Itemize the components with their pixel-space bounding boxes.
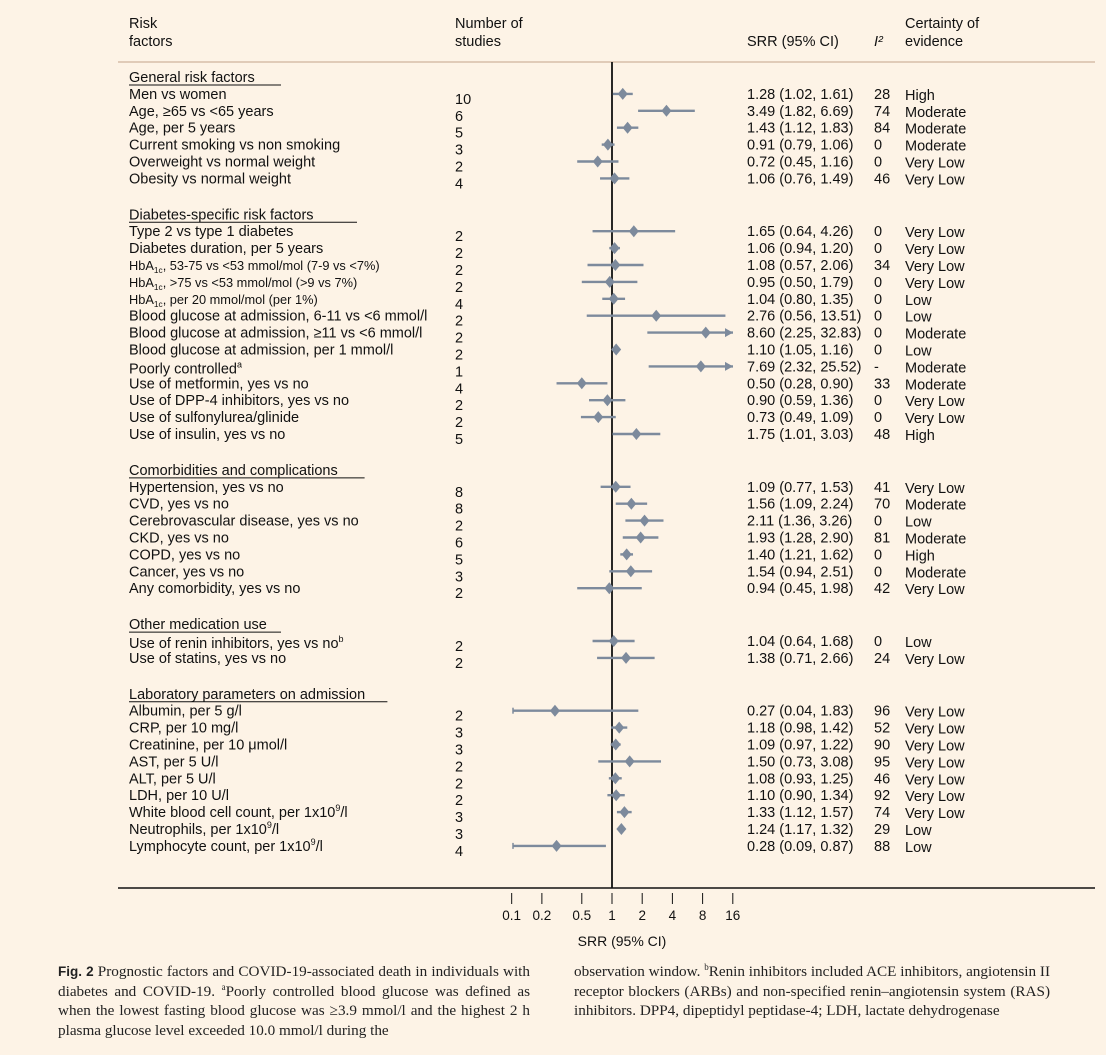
row-n-studies: 3	[455, 810, 464, 827]
row-label: Men vs women	[129, 86, 227, 103]
row-label: CKD, yes vs no	[129, 530, 229, 547]
row-label: Lymphocyte count, per $1x10^9/l$	[129, 836, 323, 855]
row-certainty: Moderate	[905, 377, 967, 394]
row-n-studies: 2	[455, 279, 464, 296]
point-estimate-diamond	[626, 565, 636, 577]
row-n-studies: 2	[455, 708, 464, 725]
header-srr: SRR (95% CI)	[747, 34, 839, 50]
row-certainty: Low	[905, 292, 932, 309]
row-srr-ci: 1.08 (0.57, 2.06)	[747, 258, 854, 274]
row-label: Use of insulin, yes vs no	[129, 427, 286, 443]
point-estimate-diamond	[661, 105, 671, 117]
header-evidence: evidence	[905, 34, 964, 50]
row-i2: 96	[874, 703, 891, 720]
ci-arrow-right	[725, 328, 733, 337]
row-label: AST, per 5 U/l	[129, 754, 219, 771]
group-title: Other medication use	[129, 617, 267, 634]
row-i2: 0	[874, 410, 883, 427]
row-certainty: Moderate	[905, 326, 967, 343]
row-certainty: Moderate	[905, 497, 967, 514]
group-title: Diabetes-specific risk factors	[129, 207, 314, 224]
row-srr-ci: 1.09 (0.77, 1.53)	[747, 479, 854, 496]
point-estimate-diamond	[610, 242, 620, 254]
row-i2: 0	[874, 634, 883, 650]
row-n-studies: 2	[455, 159, 464, 176]
row-label: Obesity vs normal weight	[129, 171, 291, 188]
row-label: Use of statins, yes vs no	[129, 650, 287, 667]
row-i2: 46	[874, 171, 891, 188]
row-n-studies: 2	[455, 518, 464, 535]
row-n-studies: 3	[455, 569, 464, 586]
row-srr-ci: 8.60 (2.25, 32.83)	[747, 325, 862, 342]
row-certainty: High	[905, 428, 935, 444]
row-certainty: Very Low	[905, 172, 965, 189]
row-n-studies: 2	[455, 655, 464, 672]
row-n-studies: 2	[455, 246, 464, 263]
x-tick-label: 16	[725, 908, 741, 923]
row-label: CVD, yes vs no	[129, 496, 229, 513]
row-n-studies: 2	[455, 263, 464, 279]
row-srr-ci: 1.09 (0.97, 1.22)	[747, 737, 854, 754]
point-estimate-diamond	[701, 327, 711, 339]
row-i2: -	[874, 359, 879, 376]
caption-text-continued: observation window.	[574, 963, 701, 980]
row-label: Neutrophils, per $1x10^9/l$	[129, 820, 280, 838]
row-n-studies: 2	[455, 398, 464, 415]
row-certainty: Moderate	[905, 104, 967, 121]
row-i2: 84	[874, 120, 891, 137]
row-i2: 0	[874, 308, 883, 325]
caption-text: Prognostic factors and COVID-19-associated death in individuals with diabetes and COVID-19.	[58, 963, 530, 1000]
point-estimate-diamond	[593, 156, 603, 168]
row-label: Cerebrovascular disease, yes vs no	[129, 513, 359, 530]
row-srr-ci: 1.43 (1.12, 1.83)	[747, 120, 854, 137]
row-srr-ci: 1.75 (1.01, 3.03)	[747, 427, 854, 443]
row-n-studies: 3	[455, 827, 464, 843]
row-label: Overweight vs normal weight	[129, 154, 316, 171]
header-factors: factors	[129, 34, 173, 50]
row-srr-ci: 3.49 (1.82, 6.69)	[747, 103, 854, 120]
row-label: White blood cell count, per $1x10^9/l$	[129, 803, 348, 822]
row-label: HbA$_{1c}$, 53-75 vs <53 mmol/mol (7-9 vs <7%)	[129, 258, 380, 275]
row-certainty: Very Low	[905, 738, 965, 755]
point-estimate-diamond	[636, 532, 646, 544]
caption-note-a: Poorly controlled blood glucose was defined as when the lowest fasting blood glucose was ≥3.9 mmol/l and the highest 2 h plasma glucose level exceeded 10.0 mmol/l during the	[58, 982, 530, 1039]
point-estimate-diamond	[631, 428, 641, 440]
row-certainty: Very Low	[905, 582, 965, 599]
row-n-studies: 4	[455, 296, 464, 313]
point-estimate-diamond	[593, 411, 603, 423]
point-estimate-diamond	[609, 635, 619, 647]
row-n-studies: 2	[455, 759, 464, 776]
row-i2: 74	[874, 103, 891, 120]
row-certainty: Low	[905, 343, 932, 360]
row-i2: 74	[874, 805, 891, 822]
point-estimate-diamond	[622, 548, 632, 560]
x-tick-label: 2	[638, 908, 646, 923]
row-label: Age, per 5 years	[129, 120, 236, 137]
point-estimate-diamond	[605, 276, 615, 288]
point-estimate-diamond	[616, 823, 626, 835]
header-number-of: Number of	[455, 16, 523, 32]
row-srr-ci: 1.93 (1.28, 2.90)	[747, 530, 854, 547]
row-certainty: Very Low	[905, 651, 965, 668]
row-i2: 0	[874, 224, 883, 241]
row-label: Use of DPP-4 inhibitors, yes vs no	[129, 393, 350, 410]
row-n-studies: 5	[455, 125, 464, 142]
point-estimate-diamond	[629, 225, 639, 237]
row-i2: 92	[874, 788, 891, 805]
row-srr-ci: 1.50 (0.73, 3.08)	[747, 754, 854, 771]
row-srr-ci: 7.69 (2.32, 25.52)	[747, 359, 862, 376]
row-certainty: Very Low	[905, 242, 965, 259]
point-estimate-diamond	[552, 840, 562, 852]
row-i2: 95	[874, 754, 891, 771]
row-srr-ci: 0.95 (0.50, 1.79)	[747, 274, 854, 291]
row-srr-ci: 1.28 (1.02, 1.61)	[747, 86, 854, 103]
row-n-studies: 2	[455, 776, 464, 793]
x-tick-label: 0.1	[502, 908, 522, 923]
row-srr-ci: 1.04 (0.80, 1.35)	[747, 291, 854, 308]
row-srr-ci: 0.72 (0.45, 1.16)	[747, 154, 854, 171]
row-i2: 46	[874, 771, 891, 788]
header-studies: studies	[455, 34, 501, 50]
row-srr-ci: 0.28 (0.09, 0.87)	[747, 838, 854, 855]
row-label: LDH, per 10 U/l	[129, 788, 229, 805]
point-estimate-diamond	[696, 360, 706, 372]
row-srr-ci: 0.50 (0.28, 0.90)	[747, 376, 854, 393]
row-label: Creatinine, per 10 μmol/l	[129, 737, 288, 754]
row-certainty: Very Low	[905, 259, 965, 275]
row-n-studies: 8	[455, 501, 464, 518]
row-srr-ci: 1.06 (0.76, 1.49)	[747, 171, 854, 188]
row-srr-ci: 0.27 (0.04, 1.83)	[747, 703, 854, 720]
row-label: Use of metformin, yes vs no	[129, 376, 309, 393]
row-i2: 24	[874, 650, 891, 667]
row-srr-ci: 1.10 (0.90, 1.34)	[747, 788, 854, 805]
row-label: Use of sulfonylurea/glinide	[129, 410, 300, 427]
point-estimate-diamond	[640, 515, 650, 527]
row-label: Diabetes duration, per 5 years	[129, 241, 324, 258]
row-n-studies: 2	[455, 313, 464, 330]
point-estimate-diamond	[610, 172, 620, 184]
x-tick-label: 4	[668, 908, 677, 923]
row-label: Age, ≥65 vs <65 years	[129, 103, 274, 120]
row-n-studies: 2	[455, 347, 464, 364]
row-label: Blood glucose at admission, per 1 mmol/l	[129, 342, 394, 359]
row-i2: 28	[874, 86, 891, 103]
row-label: COPD, yes vs no	[129, 547, 241, 564]
group-title: Comorbidities and complications	[129, 462, 338, 479]
row-certainty: Very Low	[905, 480, 965, 497]
row-srr-ci: 1.08 (0.93, 1.25)	[747, 771, 854, 788]
point-estimate-diamond	[602, 394, 612, 406]
row-i2: 0	[874, 241, 883, 258]
x-tick-label: 8	[698, 908, 707, 923]
row-i2: 0	[874, 547, 883, 564]
row-n-studies: 4	[455, 843, 464, 860]
row-certainty: Very Low	[905, 755, 965, 772]
row-i2: 0	[874, 137, 883, 154]
row-label: Use of renin inhibitors, yes vs $no^b$	[129, 634, 344, 652]
row-certainty: Moderate	[905, 138, 967, 155]
row-certainty: Moderate	[905, 121, 967, 138]
x-tick-label: 0.2	[532, 908, 552, 923]
point-estimate-diamond	[614, 722, 624, 734]
row-certainty: Low	[905, 839, 932, 856]
row-label: Blood glucose at admission, 6-11 vs <6 mmol/l	[129, 308, 428, 325]
point-estimate-diamond	[623, 122, 633, 134]
row-i2: 41	[874, 479, 891, 496]
point-estimate-diamond	[550, 705, 560, 717]
group-title: General risk factors	[129, 70, 255, 86]
row-i2: 0	[874, 513, 883, 530]
row-srr-ci: 1.18 (0.98, 1.42)	[747, 720, 854, 737]
row-srr-ci: 2.76 (0.56, 13.51)	[747, 308, 862, 325]
row-label: CRP, per 10 mg/l	[129, 720, 239, 737]
row-n-studies: 3	[455, 142, 464, 159]
point-estimate-diamond	[625, 755, 635, 767]
row-srr-ci: 0.90 (0.59, 1.36)	[747, 393, 854, 410]
row-certainty: Very Low	[905, 806, 965, 823]
row-label: HbA$_{1c}$, >75 vs <53 mmol/mol (>9 vs 7%)	[129, 274, 358, 292]
header-risk: Risk	[129, 16, 158, 32]
row-i2: 33	[874, 376, 891, 393]
row-certainty: Low	[905, 635, 932, 651]
row-certainty: Very Low	[905, 789, 965, 806]
row-n-studies: 6	[455, 108, 464, 125]
row-n-studies: 8	[455, 484, 464, 501]
row-certainty: Very Low	[905, 155, 965, 172]
figure-caption-right	[574, 962, 1050, 1021]
point-estimate-diamond	[626, 498, 636, 510]
header-i2: I²	[874, 34, 883, 50]
row-n-studies: 6	[455, 535, 464, 552]
row-certainty: Very Low	[905, 275, 965, 292]
row-n-studies: 2	[455, 793, 464, 810]
row-srr-ci: 2.11 (1.36, 3.26)	[747, 513, 853, 530]
row-label: Current smoking vs non smoking	[129, 137, 341, 154]
row-srr-ci: 1.10 (1.05, 1.16)	[747, 342, 854, 359]
row-i2: 0	[874, 325, 883, 342]
row-srr-ci: 1.24 (1.17, 1.32)	[747, 822, 854, 838]
group-title: Laboratory parameters on admission	[129, 686, 366, 703]
row-i2: 0	[874, 342, 883, 359]
row-srr-ci: 1.54 (0.94, 2.51)	[747, 564, 854, 581]
row-i2: 88	[874, 838, 891, 855]
row-label: Blood glucose at admission, ≥11 vs <6 mmol/l	[129, 325, 423, 342]
row-i2: 48	[874, 427, 891, 443]
row-i2: 70	[874, 496, 891, 513]
row-srr-ci: 0.91 (0.79, 1.06)	[747, 137, 854, 154]
row-srr-ci: 0.73 (0.49, 1.09)	[747, 410, 854, 427]
point-estimate-diamond	[651, 310, 661, 322]
row-n-studies: 1	[455, 364, 464, 381]
row-certainty: Very Low	[905, 721, 965, 738]
point-estimate-diamond	[609, 293, 619, 305]
x-tick-label: 0.5	[572, 908, 592, 923]
row-certainty: Moderate	[905, 360, 967, 377]
row-i2: 0	[874, 291, 883, 308]
point-estimate-diamond	[621, 652, 631, 664]
row-certainty: Low	[905, 514, 932, 531]
row-srr-ci: 1.40 (1.21, 1.62)	[747, 547, 854, 564]
row-n-studies: 4	[455, 176, 464, 193]
row-i2: 0	[874, 154, 883, 171]
caption-note-b: Renin inhibitors included ACE inhibitors, angiotensin II receptor blockers (ARBs) and non-specified renin–angiotensin system (RAS) inhibitors. DPP4, dipeptidyl peptidase-4; LDH, lactate dehydrogenase	[574, 963, 1050, 1019]
row-certainty: Very Low	[905, 394, 965, 411]
row-label: ALT, per 5 U/l	[129, 771, 216, 788]
row-i2: 34	[874, 258, 891, 274]
row-certainty: High	[905, 548, 935, 565]
row-n-studies: 2	[455, 330, 464, 347]
row-certainty: Low	[905, 309, 932, 326]
row-i2: 0	[874, 274, 883, 291]
ci-arrow-right	[725, 362, 733, 371]
row-n-studies: 3	[455, 725, 464, 742]
figure-caption-left	[58, 962, 530, 1040]
row-srr-ci: 1.65 (0.64, 4.26)	[747, 224, 854, 241]
x-axis-title: SRR (95% CI)	[577, 933, 667, 949]
row-certainty: Very Low	[905, 411, 965, 428]
header-certainty-of: Certainty of	[905, 16, 980, 32]
row-n-studies: 5	[455, 552, 464, 569]
row-i2: 81	[874, 530, 891, 547]
row-srr-ci: 1.33 (1.12, 1.57)	[747, 805, 854, 822]
row-n-studies: 5	[455, 432, 464, 448]
row-label: HbA$_{1c}$, per 20 mmol/mol (per 1%)	[129, 291, 318, 309]
row-certainty: Low	[905, 823, 932, 839]
row-srr-ci: 1.56 (1.09, 2.24)	[747, 496, 854, 513]
row-srr-ci: 1.04 (0.64, 1.68)	[747, 634, 854, 650]
row-label: Poorly controlled$^a$	[129, 359, 242, 378]
row-n-studies: 2	[455, 586, 464, 603]
row-label: Hypertension, yes vs no	[129, 479, 284, 496]
row-n-studies: 2	[455, 415, 464, 432]
row-certainty: High	[905, 87, 935, 104]
row-n-studies: 10	[455, 91, 472, 108]
row-certainty: Very Low	[905, 225, 965, 242]
row-n-studies: 2	[455, 639, 464, 655]
point-estimate-diamond	[619, 806, 629, 818]
row-i2: 90	[874, 737, 891, 754]
point-estimate-diamond	[618, 88, 628, 100]
row-certainty: Moderate	[905, 531, 967, 548]
row-n-studies: 4	[455, 381, 464, 398]
row-i2: 42	[874, 581, 891, 598]
row-i2: 0	[874, 564, 883, 581]
row-label: Albumin, per 5 g/l	[129, 703, 242, 720]
row-label: Any comorbidity, yes vs no	[129, 581, 301, 598]
row-srr-ci: 0.94 (0.45, 1.98)	[747, 581, 854, 598]
row-srr-ci: 1.06 (0.94, 1.20)	[747, 241, 854, 258]
row-certainty: Moderate	[905, 565, 967, 582]
row-srr-ci: 1.38 (0.71, 2.66)	[747, 650, 854, 667]
row-i2: 0	[874, 393, 883, 410]
row-label: Cancer, yes vs no	[129, 564, 245, 581]
x-tick-label: 1	[608, 908, 616, 923]
row-i2: 29	[874, 822, 891, 838]
row-label: Type 2 vs type 1 diabetes	[129, 224, 294, 241]
row-certainty: Very Low	[905, 704, 965, 721]
figure-label: Fig. 2	[58, 964, 94, 979]
caption-note-a-mark: a	[221, 981, 226, 992]
row-certainty: Very Low	[905, 772, 965, 789]
row-i2: 52	[874, 720, 891, 737]
point-estimate-diamond	[577, 377, 587, 389]
row-n-studies: 3	[455, 742, 464, 759]
row-n-studies: 2	[455, 229, 464, 246]
caption-note-b-mark: b	[704, 961, 709, 972]
